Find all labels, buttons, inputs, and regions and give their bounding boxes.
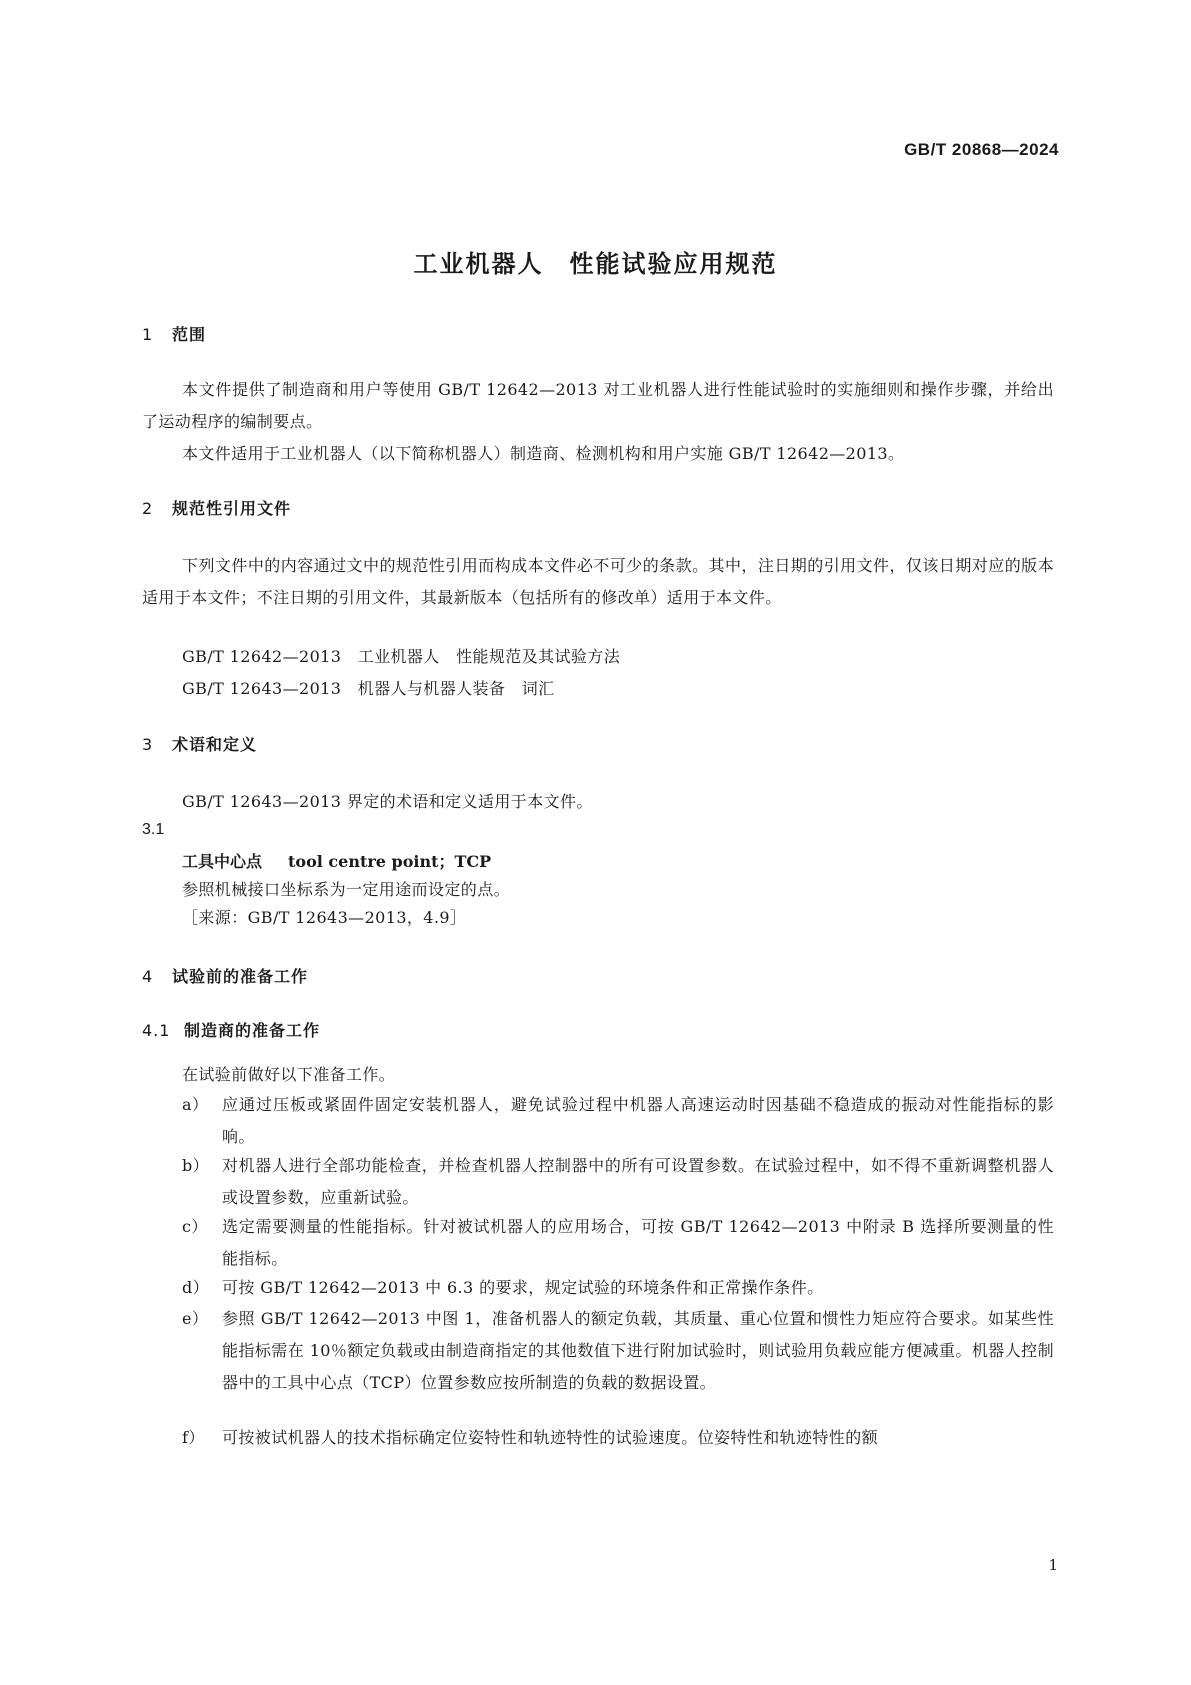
section-title: 术语和定义 <box>172 735 258 754</box>
paragraph: GB/T 12643—2013 界定的术语和定义适用于本文件。 <box>182 792 593 811</box>
list-item <box>182 1150 1054 1214</box>
list-text: 可按被试机器人的技术指标确定位姿特性和轨迹特性的试验速度。位姿特性和轨迹特性的额 <box>222 1428 879 1447</box>
list-label: f） <box>182 1428 205 1447</box>
section-number: 1 <box>142 325 154 344</box>
list-text: 对机器人进行全部功能检查，并检查机器人控制器中的所有可设置参数。在试验过程中，如不得不重新调整机器人或设置参数，应重新试验。 <box>222 1156 1054 1207</box>
list-item <box>182 1422 1054 1454</box>
list-item <box>182 1089 1054 1153</box>
term-definition: 参照机械接口坐标系为一定用途而设定的点。 <box>182 880 511 899</box>
list-label: a） <box>182 1095 209 1114</box>
subsection-title: 制造商的准备工作 <box>184 1021 321 1040</box>
list-label: c） <box>182 1217 208 1236</box>
clause-number: 3.1 <box>142 821 165 838</box>
section-title: 规范性引用文件 <box>172 499 292 518</box>
list-label: d） <box>182 1278 210 1297</box>
subsection-number: 4.1 <box>142 1021 171 1040</box>
list-label: b） <box>182 1156 210 1175</box>
section-number: 3 <box>142 735 154 754</box>
section-number: 2 <box>142 499 154 518</box>
page-number: 1 <box>1048 1556 1058 1574</box>
list-text: 选定需要测量的性能指标。针对被试机器人的应用场合，可按 GB/T 12642—2013 中附录 B 选择所要测量的性能指标。 <box>222 1217 1054 1268</box>
term-source: ［来源：GB/T 12643—2013，4.9］ <box>182 908 467 927</box>
reference-item: GB/T 12643—2013 机器人与机器人装备 词汇 <box>182 679 555 698</box>
list-label: e） <box>182 1309 209 1328</box>
standard-number: GB/T 20868—2024 <box>904 140 1059 159</box>
document-title: 工业机器人 性能试验应用规范 <box>413 250 778 278</box>
section-title: 试验前的准备工作 <box>172 967 309 986</box>
list-item <box>182 1211 1054 1275</box>
section-heading-terms <box>142 732 257 755</box>
term-english: tool centre point；TCP <box>288 852 492 871</box>
term-entry <box>182 849 491 872</box>
list-text: 参照 GB/T 12642—2013 中图 1，准备机器人的额定负载，其质量、重心位置和惯性力矩应符合要求。如某些性能指标需在 10％额定负载或由制造商指定的其他数值下进行附加试验时，则试验用负载应能方便减重。机器人控制器中的工具中心点（TCP）位置参数应按所制造的负载的数据设置。 <box>222 1309 1054 1392</box>
term-chinese: 工具中心点 <box>182 852 263 871</box>
section-heading-preparation <box>142 964 308 987</box>
subsection-heading <box>142 1018 320 1041</box>
list-item <box>182 1303 1054 1399</box>
paragraph: 在试验前做好以下准备工作。 <box>182 1065 396 1084</box>
paragraph: 本文件适用于工业机器人（以下简称机器人）制造商、检测机构和用户实施 GB/T 12642—2013。 <box>182 444 905 463</box>
section-number: 4 <box>142 967 154 986</box>
paragraph: 本文件提供了制造商和用户等使用 GB/T 12642—2013 对工业机器人进行性能试验时的实施细则和操作步骤，并给出了运动程序的编制要点。 <box>142 380 1054 431</box>
list-text: 应通过压板或紧固件固定安装机器人，避免试验过程中机器人高速运动时因基础不稳造成的振动对性能指标的影响。 <box>222 1095 1054 1146</box>
section-title: 范围 <box>172 325 207 344</box>
section-heading-normative-references <box>142 496 291 519</box>
section-heading-scope <box>142 322 206 345</box>
reference-item: GB/T 12642—2013 工业机器人 性能规范及其试验方法 <box>182 647 621 666</box>
paragraph: 下列文件中的内容通过文中的规范性引用而构成本文件必不可少的条款。其中，注日期的引用文件，仅该日期对应的版本适用于本文件；不注日期的引用文件，其最新版本（包括所有的修改单）适用于本文件。 <box>142 556 1054 607</box>
list-text: 可按 GB/T 12642—2013 中 6.3 的要求，规定试验的环境条件和正常操作条件。 <box>222 1278 824 1297</box>
list-item <box>182 1272 1054 1304</box>
